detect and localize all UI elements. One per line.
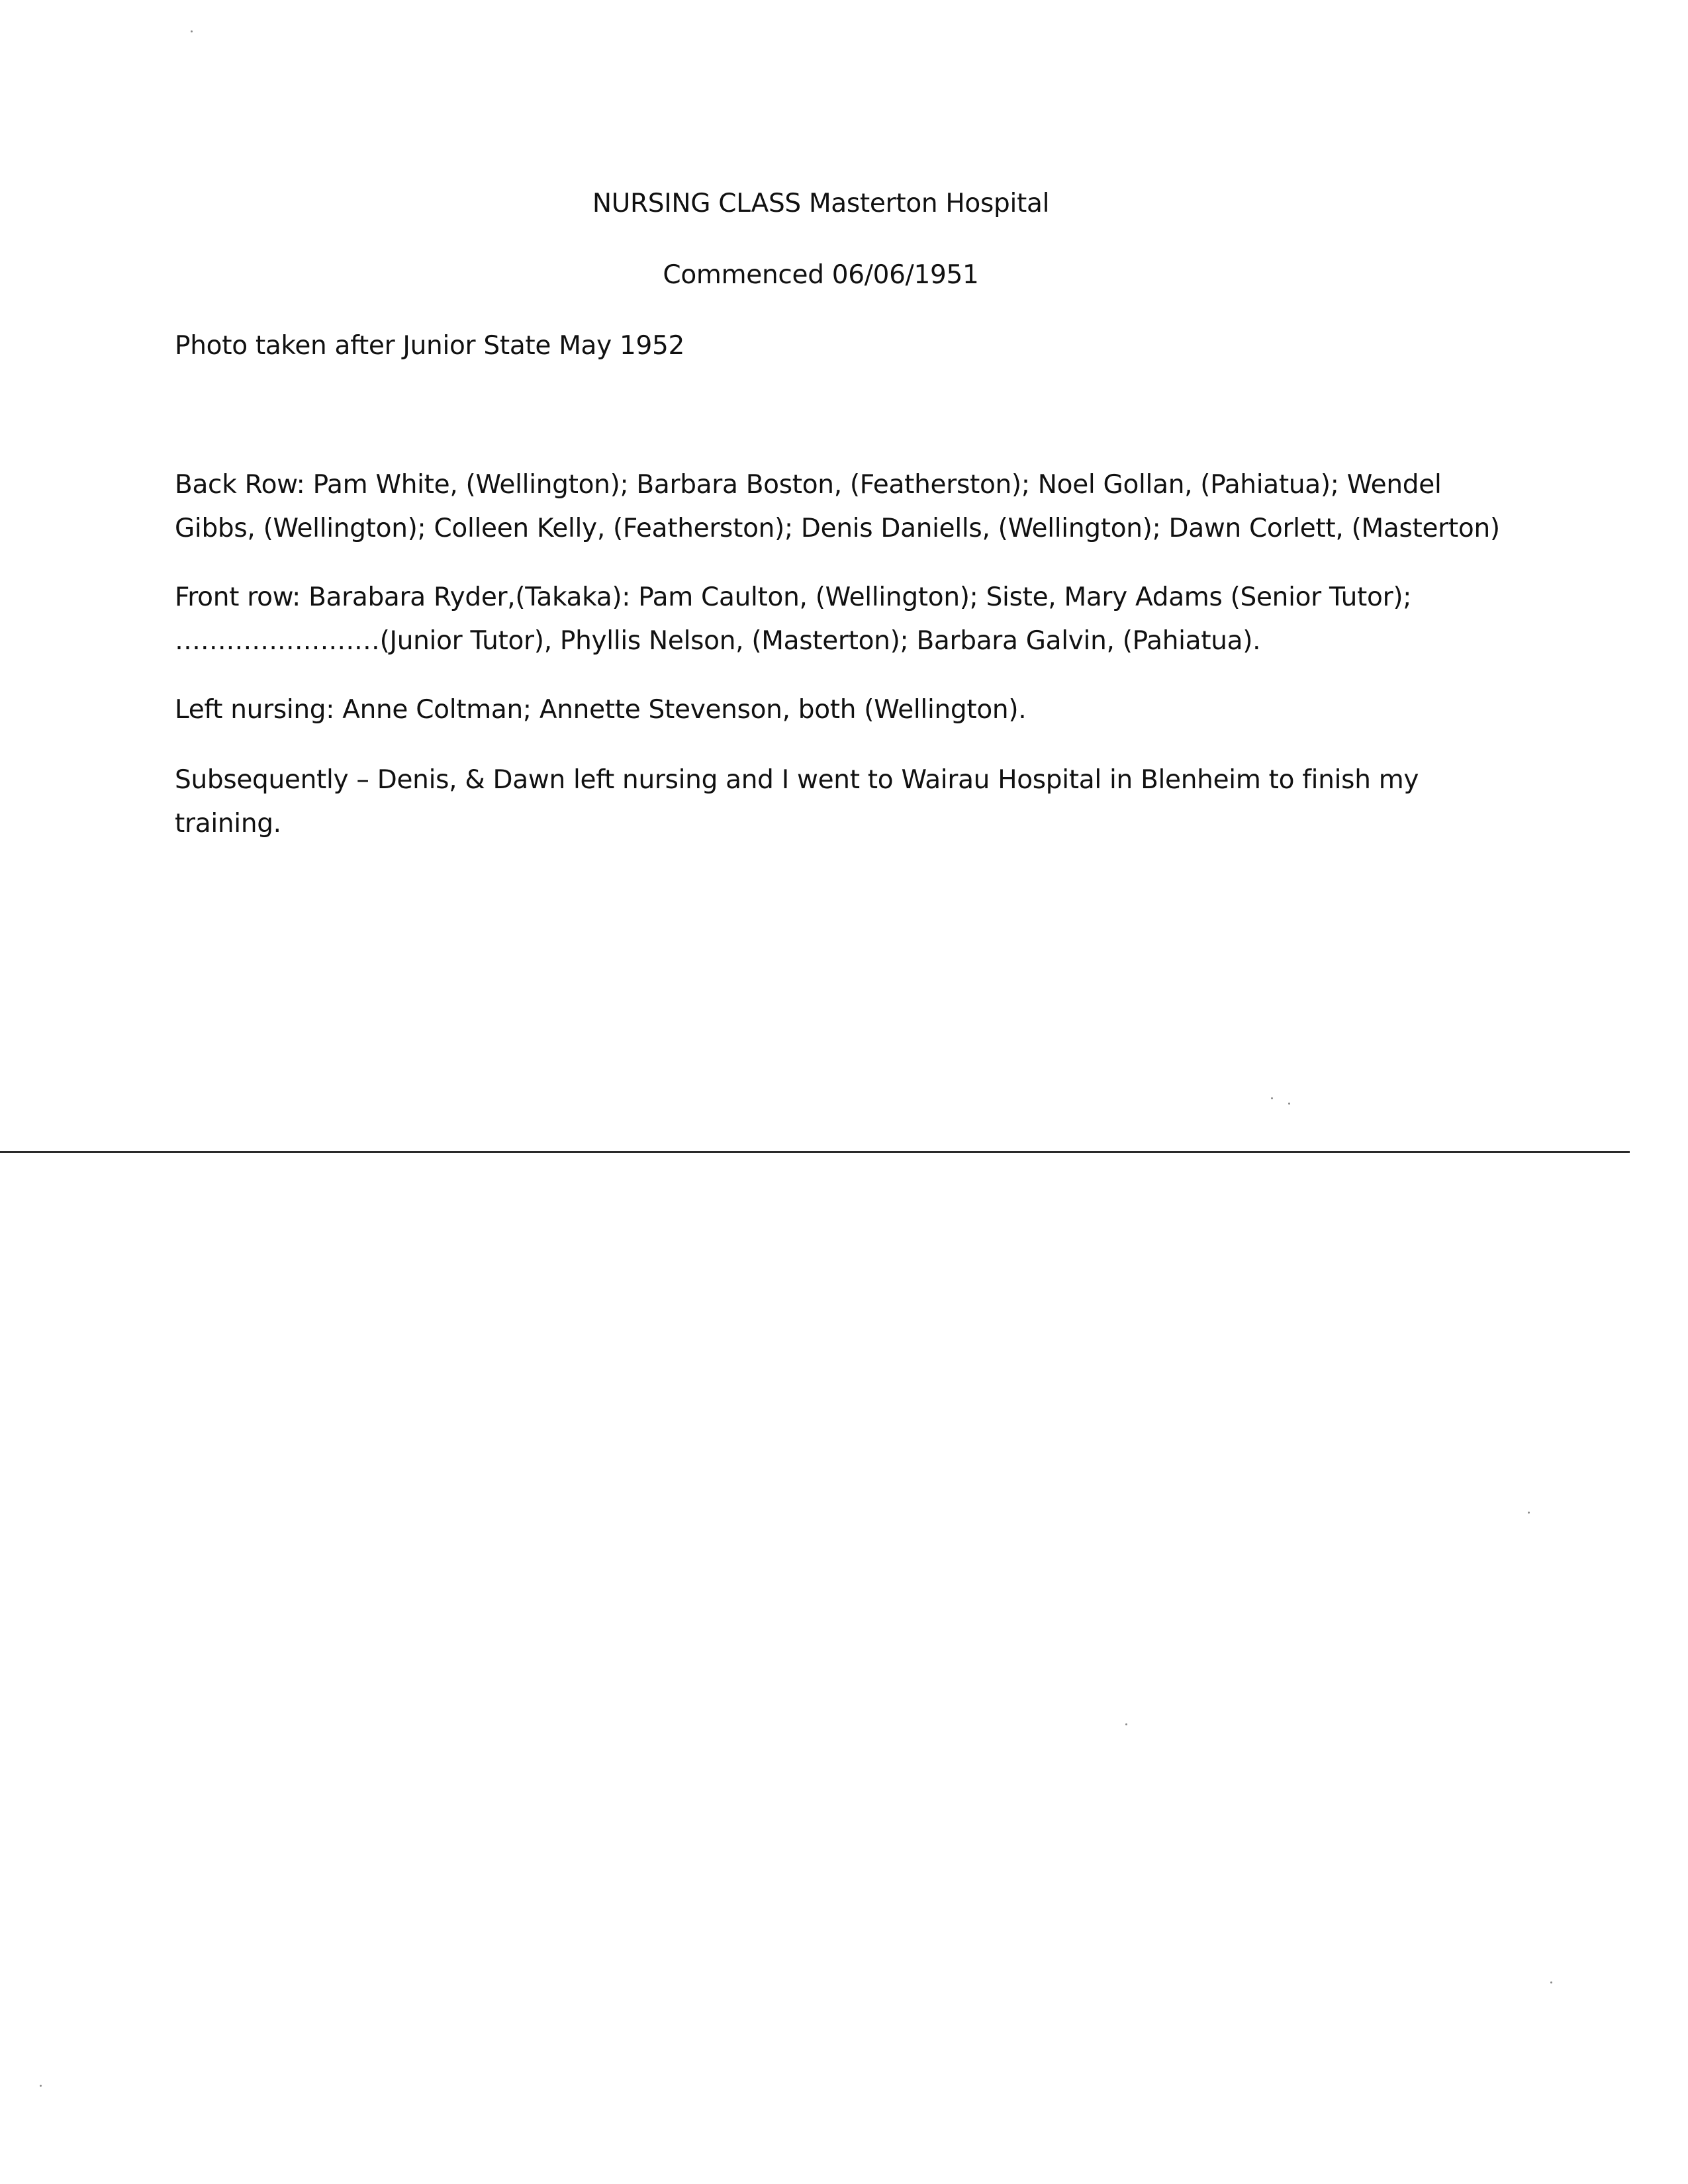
scan-speck [1125, 1723, 1127, 1725]
back-row-line-1: Back Row: Pam White, (Wellington); Barbara Boston, (Featherston); Noel Gollan, (Pahiatua); Wendel [175, 470, 1442, 500]
commenced-date: Commenced 06/06/1951 [663, 260, 979, 290]
scan-speck [1550, 1981, 1552, 1983]
scan-speck [1271, 1097, 1273, 1099]
subsequently-line-1: Subsequently – Denis, & Dawn left nursing and I went to Wairau Hospital in Blenheim to finish my [175, 765, 1419, 795]
scan-speck [191, 30, 193, 32]
back-row-line-2: Gibbs, (Wellington); Colleen Kelly, (Featherston); Denis Daniells, (Wellington); Dawn Corlett, (Masterton) [175, 514, 1500, 543]
scan-speck [1528, 1512, 1530, 1514]
scan-speck [40, 2085, 42, 2087]
photo-note: Photo taken after Junior State May 1952 [175, 331, 685, 361]
document-title: NURSING CLASS Masterton Hospital [592, 189, 1050, 218]
scan-speck [1288, 1103, 1290, 1105]
horizontal-divider [0, 1151, 1630, 1153]
front-row-line-1: Front row: Barabara Ryder,(Takaka): Pam Caulton, (Wellington); Siste, Mary Adams (Senior Tutor); [175, 582, 1412, 612]
front-row-line-2: ……………………(Junior Tutor), Phyllis Nelson, (Masterton); Barbara Galvin, (Pahiatua). [175, 626, 1261, 656]
left-nursing-note: Left nursing: Anne Coltman; Annette Stevenson, both (Wellington). [175, 695, 1027, 725]
subsequently-line-2: training. [175, 809, 281, 839]
